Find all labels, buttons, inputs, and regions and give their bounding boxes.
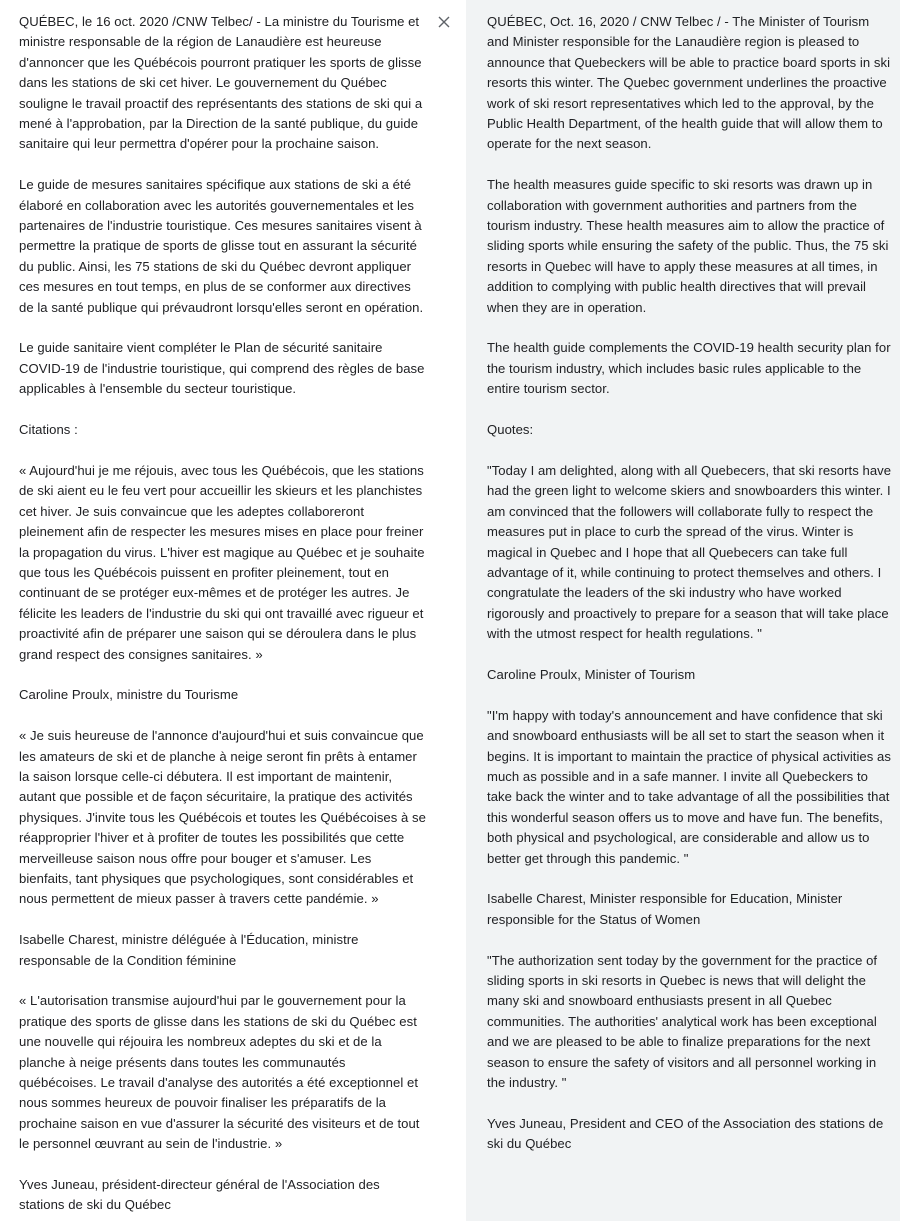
translation-paragraph: The health measures guide specific to ski resorts was drawn up in collaboration with government authorities and partners from the tourism industry. These health measures aim to allow the practice of sliding sports while ensuring the safety of the public. Thus, the 75 ski resorts in Quebec will have to apply these measures at all times, in addition to complying with public health directives that will prevail when they are in operation. [487,177,889,315]
translation-paragraph: Quotes: [487,422,534,438]
translation-text-panel [466,0,900,1221]
translation-paragraph: Caroline Proulx, Minister of Tourism [487,666,696,682]
translation-paragraph: The health guide complements the COVID-19 health security plan for the tourism industry, which includes basic rules applicable to the entire tourism sector. [487,340,891,397]
source-paragraph: « Je suis heureuse de l'annonce d'aujourd'hui et suis convaincue que les amateurs de ski et de planche à neige seront fin prêts à entamer la saison lorsque celle-ci débutera. Il est important de maintenir, autant que possible et de façon sécuritaire, la pratique des activités physiques. J'invite tous les Québécois et toutes les Québécoises à se réapproprier l'hiver et à profiter de toutes les possibilités que cette merveilleuse saison nous offre pour bouger et s'amuser. Les bienfaits, tant physiques que psychologiques, sont considérables et nous permettent de mieux passer à travers cette pandémie. » [19,728,426,907]
close-icon [438,16,450,28]
source-paragraph: QUÉBEC, le 16 oct. 2020 /CNW Telbec/ - La ministre du Tourisme et ministre responsable de la région de Lanaudière est heureuse d'annoncer que les Québécois pourront pratiquer les sports de glisse dans les stations de ski cet hiver. Le gouvernement du Québec souligne le travail proactif des représentants des stations de ski qui a mené à l'approbation, par la Direction de la santé publique, du guide sanitaire qui leur permettra d'opérer pour la prochaine saison. [19,14,423,152]
source-paragraph: « Aujourd'hui je me réjouis, avec tous les Québécois, que les stations de ski aient eu le feu vert pour accueillir les skieurs et les planchistes cet hiver. Je suis convaincue que les adeptes collaboreront pleinement afin de respecter les mesures mises en place pour freiner la propagation du virus. L'hiver est magique au Québec et je souhaite que tous les Québécois puissent en profiter pleinement, tout en continuant de se protéger eux-mêmes et de protéger les autres. Je félicite les leaders de l'industrie du ski qui ont travaillé avec rigueur et proactivité afin de préparer une saison qui se déroulera dans le plus grand respect des consignes sanitaires. » [19,462,425,662]
translation-paragraph: "The authorization sent today by the government for the practice of sliding sports in ski resorts in Quebec is news that will delight the many ski and snowboard enthusiasts present in all Quebec communities. The authorities' analytical work has been exceptional and we are pleased to be able to finalize preparations for the next season to ensure the safety of visitors and all personnel working in the industry. " [487,952,878,1090]
source-paragraph: Isabelle Charest, ministre déléguée à l'Éducation, ministre responsable de la Condition féminine [19,932,359,968]
translation-paragraph: Isabelle Charest, Minister responsible for Education, Minister responsible for the Status of Women [487,891,843,927]
translation-paragraph: Yves Juneau, President and CEO of the Association des stations de ski du Québec [487,1115,884,1152]
source-paragraph: Caroline Proulx, ministre du Tourisme [19,687,239,703]
source-paragraph: Le guide de mesures sanitaires spécifique aux stations de ski a été élaboré en collaboration avec les autorités gouvernementales et les partenaires de l'industrie touristique. Ces mesures sanitaires visent à permettre la pratique de sports de glisse tout en assurant la sécurité du public. Ainsi, les 75 stations de ski du Québec devront appliquer ces mesures en tout temps, en plus de se conformer aux directives de la santé publique qui prévaudront lorsqu'elles seront en opération. [19,177,424,315]
translation-paragraph: QUÉBEC, Oct. 16, 2020 / CNW Telbec / - The Minister of Tourism and Minister responsible for the Lanaudière region is pleased to announce that Quebeckers will be able to practice board sports in ski resorts this winter. The Quebec government underlines the proactive work of ski resort representatives which led to the approval, by the Public Health Department, of the health guide that will allow them to operate for the next season. [487,14,891,152]
source-paragraph: Le guide sanitaire vient compléter le Plan de sécurité sanitaire COVID-19 de l'industrie touristique, qui comprend des règles de base applicables à l'ensemble du secteur touristique. [19,340,425,397]
translation-paragraph: "Today I am delighted, along with all Quebecers, that ski resorts have had the green light to welcome skiers and snowboarders this winter. I am convinced that the followers will collaborate fully to respect the measures put in place to curb the spread of the virus. Winter is magical in Quebec and I hope that all Quebecers can take full advantage of it, while continuing to protect themselves and others. I congratulate the leaders of the ski industry who have worked rigorously and proactively to prepare for a season that will take place with the utmost respect for health regulations. " [487,462,892,642]
clear-source-button[interactable] [436,14,452,30]
translation-paragraph: "I'm happy with today's announcement and have confidence that ski and snowboard enthusiasts will be all set to start the season when it begins. It is important to maintain the practice of physical activities as much as possible and in a safe manner. I invite all Quebeckers to take back the winter and to take advantage of all the possibilities that this wonderful season offers us to move and have fun. The benefits, both physical and psychological, are considerable and allow us to better get through this pandemic. " [487,707,891,866]
source-paragraph: Citations : [19,422,78,438]
source-paragraph: « L'autorisation transmise aujourd'hui par le gouvernement pour la pratique des sports de glisse dans les stations de ski du Québec est une nouvelle qui réjouira les nombreux adeptes du ski et de la planche à neige présents dans toutes les communautés québécoises. Le travail d'analyse des autorités a été exceptionnel et nous sommes heureux de pouvoir finaliser les préparatifs de la prochaine saison en vue d'assurer la sécurité des visiteurs et de tout le personnel œuvrant au sein de l'industrie. » [19,993,420,1152]
source-paragraph: Yves Juneau, président-directeur général de l'Association des stations de ski du Québec [19,1177,380,1213]
